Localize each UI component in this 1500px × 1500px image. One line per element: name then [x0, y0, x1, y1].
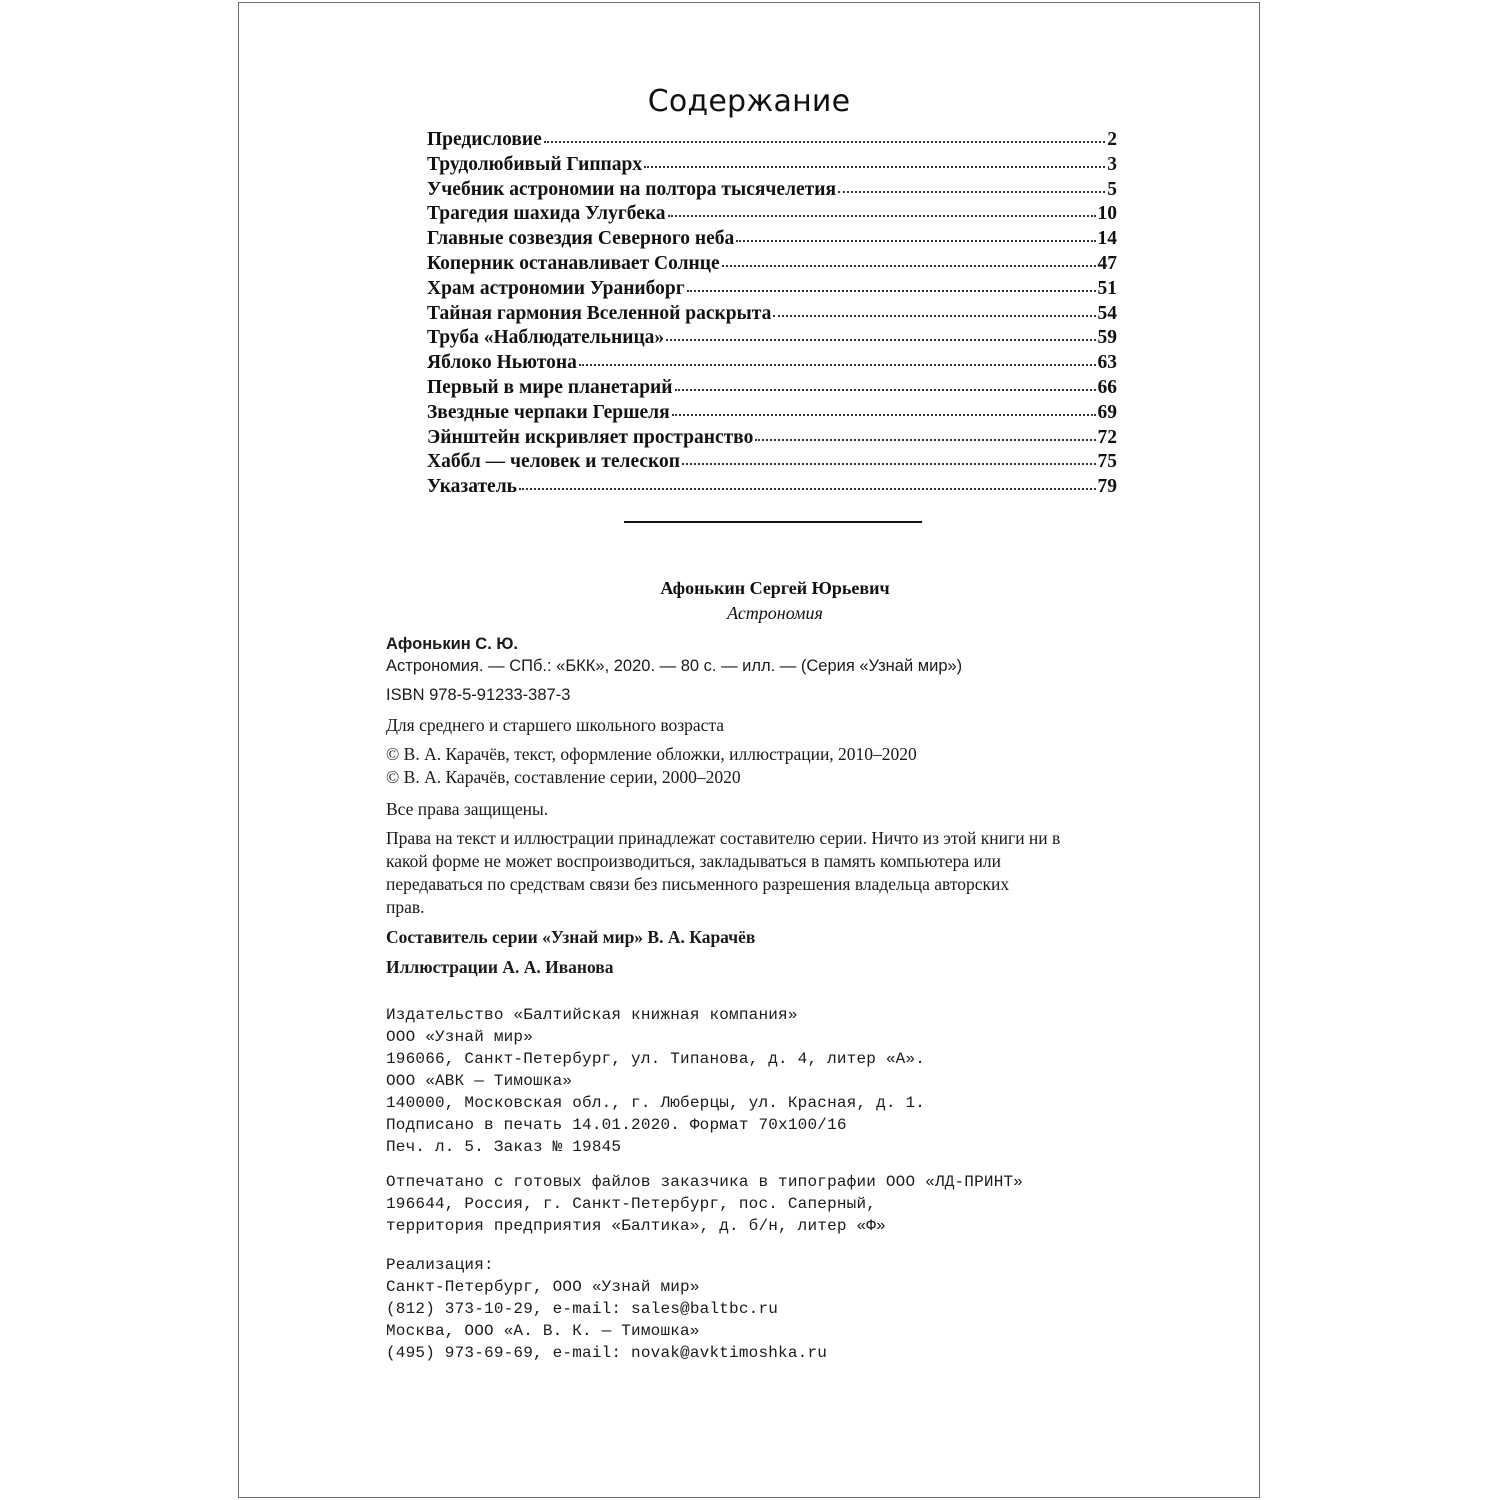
printer-block — [386, 1171, 1146, 1237]
sales-line: (812) 373-10-29, e-mail: sales@baltbc.ru — [386, 1300, 779, 1318]
toc-entry — [427, 450, 1117, 475]
publisher-line: Подписано в печать 14.01.2020. Формат 70x100/16 — [386, 1116, 847, 1134]
toc-dot-leader — [755, 435, 1095, 441]
publisher-line: ООО «АВК — Тимошка» — [386, 1072, 573, 1090]
sales-block — [386, 1254, 1146, 1364]
author-short: Афонькин С. Ю. — [386, 635, 518, 653]
toc-entry-title: Звездные черпаки Гершеля — [427, 401, 670, 423]
toc-dot-leader — [579, 360, 1096, 366]
table-of-contents — [427, 128, 1117, 500]
toc-entry-title: Учебник астрономии на полтора тысячелетия — [427, 178, 837, 200]
sales-heading: Реализация: — [386, 1256, 494, 1274]
toc-entry — [427, 202, 1117, 227]
toc-entry — [427, 277, 1117, 302]
author-full-name: Афонькин Сергей Юрьевич — [660, 578, 890, 598]
toc-entry-page: 2 — [1107, 129, 1117, 150]
toc-entry-title: Первый в мире планетарий — [427, 376, 673, 398]
toc-entry-title: Указатель — [427, 476, 517, 498]
section-divider — [624, 521, 922, 523]
rights-notice-line: какой форме не может воспроизводиться, закладываться в память компьютера или — [386, 851, 1002, 871]
toc-dot-leader — [672, 410, 1096, 416]
rights-reserved: Все права защищены. — [386, 799, 549, 819]
sales-line: Москва, ООО «А. В. К. — Тимошка» — [386, 1322, 700, 1340]
publisher-line: Издательство «Балтийская книжная компания» — [386, 1006, 798, 1024]
toc-entry-page: 14 — [1097, 228, 1117, 250]
toc-entry-title: Эйнштейн искривляет пространство — [427, 426, 754, 448]
toc-dot-leader — [519, 484, 1096, 490]
rights-notice-line: прав. — [386, 897, 425, 917]
rights-notice-line: Права на текст и иллюстрации принадлежат составителю серии. Ничто из этой книги ни в — [386, 828, 1061, 848]
toc-entry — [427, 376, 1117, 401]
illustrator: Иллюстрации А. А. Иванова — [386, 957, 614, 977]
toc-dot-leader — [722, 261, 1096, 267]
sales-line: Санкт-Петербург, ООО «Узнай мир» — [386, 1278, 700, 1296]
toc-entry-title: Труба «Наблюдательница» — [427, 327, 665, 349]
toc-dot-leader — [736, 236, 1095, 242]
toc-entry-page: 3 — [1107, 153, 1117, 175]
toc-entry — [427, 326, 1117, 351]
toc-entry-page: 72 — [1097, 426, 1117, 448]
toc-entry — [427, 426, 1117, 451]
toc-entry-title: Яблоко Ньютона — [427, 352, 577, 374]
bibliographic-record: Астрономия. — СПб.: «БКК», 2020. — 80 с. — илл. — (Серия «Узнай мир») — [386, 657, 963, 675]
book-title: Астрономия — [727, 603, 823, 623]
toc-entry-title: Храм астрономии Ураниборг — [427, 277, 685, 299]
publisher-block — [386, 1004, 1146, 1158]
toc-entry-title: Трагедия шахида Улугбека — [427, 203, 666, 225]
rights-notice — [386, 827, 1146, 919]
toc-entry-page: 54 — [1097, 302, 1117, 324]
toc-entry — [427, 252, 1117, 277]
toc-entry — [427, 475, 1117, 500]
publisher-line: Печ. л. 5. Заказ № 19845 — [386, 1138, 622, 1156]
rights-notice-line: передаваться по средствам связи без письменного разрешения владельца авторских — [386, 874, 1010, 894]
toc-entry — [427, 302, 1117, 327]
toc-entry-page: 79 — [1097, 476, 1117, 498]
toc-entry-title: Хаббл — человек и телескоп — [427, 451, 680, 473]
toc-entry-title: Трудолюбивый Гиппарх — [427, 153, 643, 175]
toc-entry — [427, 178, 1117, 203]
toc-entry-page: 47 — [1097, 252, 1117, 274]
publisher-line: 196066, Санкт-Петербург, ул. Типанова, д. 4, литер «А». — [386, 1050, 926, 1068]
toc-dot-leader — [668, 211, 1096, 217]
toc-entry — [427, 227, 1117, 252]
toc-dot-leader — [838, 187, 1105, 193]
toc-dot-leader — [675, 385, 1096, 391]
toc-dot-leader — [644, 162, 1105, 168]
toc-entry-page: 59 — [1097, 327, 1117, 349]
toc-entry — [427, 153, 1117, 178]
toc-entry-title: Коперник останавливает Солнце — [427, 252, 720, 274]
toc-dot-leader — [687, 286, 1096, 292]
toc-entry — [427, 351, 1117, 376]
copyright-series: © В. А. Карачёв, составление серии, 2000–2020 — [386, 767, 741, 787]
imprint-block — [386, 633, 1146, 979]
toc-dot-leader — [682, 459, 1096, 465]
toc-entry-title: Предисловие — [427, 129, 542, 150]
publisher-line: 140000, Московская обл., г. Люберцы, ул. Красная, д. 1. — [386, 1094, 926, 1112]
audience-note: Для среднего и старшего школьного возраста — [386, 715, 725, 735]
toc-dot-leader — [773, 311, 1095, 317]
isbn: ISBN 978-5-91233-387-3 — [386, 686, 571, 704]
toc-entry-page: 75 — [1097, 451, 1117, 473]
series-compiler: Составитель серии «Узнай мир» В. А. Карачёв — [386, 927, 756, 947]
toc-entry-page: 66 — [1097, 376, 1117, 398]
toc-entry-page: 10 — [1097, 203, 1117, 225]
toc-entry-title: Тайная гармония Вселенной раскрыта — [427, 302, 772, 324]
toc-dot-leader — [666, 335, 1095, 341]
toc-entry-title: Главные созвездия Северного неба — [427, 228, 735, 250]
sales-line: (495) 973-69-69, e-mail: novak@avktimoshka.ru — [386, 1344, 828, 1362]
toc-entry-page: 51 — [1097, 277, 1117, 299]
toc-entry — [427, 401, 1117, 426]
printer-line: территория предприятия «Балтика», д. б/н, литер «Ф» — [386, 1217, 886, 1235]
toc-entry-page: 69 — [1097, 401, 1117, 423]
toc-dot-leader — [544, 137, 1105, 143]
publisher-line: ООО «Узнай мир» — [386, 1028, 534, 1046]
toc-entry-page: 63 — [1097, 352, 1117, 374]
copyright-text: © В. А. Карачёв, текст, оформление обложки, иллюстрации, 2010–2020 — [386, 744, 917, 764]
printer-line: 196644, Россия, г. Санкт-Петербург, пос. Саперный, — [386, 1195, 877, 1213]
printer-line: Отпечатано с готовых файлов заказчика в типографии ООО «ЛД-ПРИНТ» — [386, 1173, 1024, 1191]
toc-entry-page: 5 — [1107, 178, 1117, 200]
toc-entry — [427, 128, 1117, 153]
toc-heading: Содержание — [647, 84, 851, 119]
